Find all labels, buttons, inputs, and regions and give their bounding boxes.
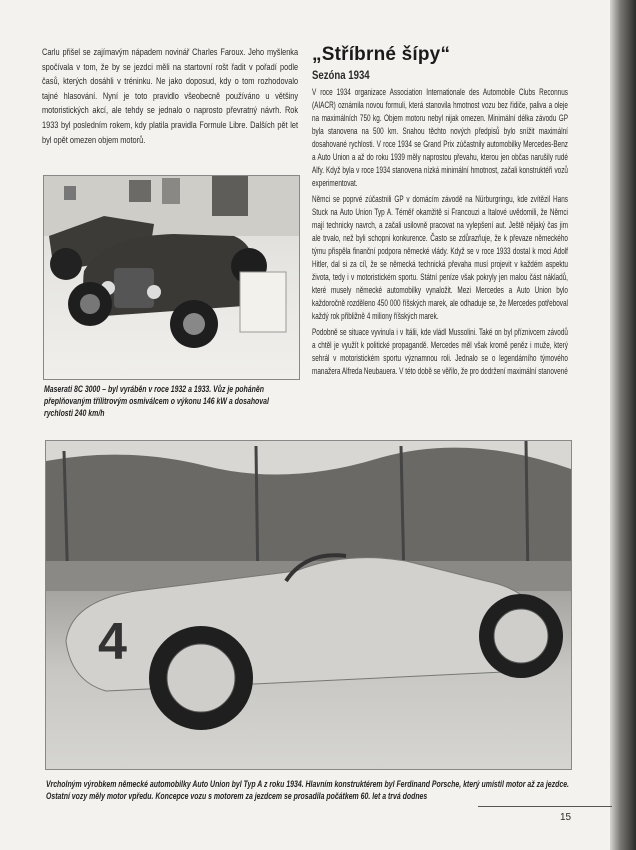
race-number: 4 [98,613,127,671]
paragraph: Podobně se situace vyvinula i v Itálii, kde vládl Mussolini. Také on byl příznivcem závodů a chtěl je využít k politické propagandě. Mercedes měl však kromě peněz i muže, který sehrál v motoristickém sportu významnou roli. Jednalo se o legendárního týmového manažera Alfreda Neubauera. V této době se věřilo, že pro dodržení maximální stanovené [312,327,568,376]
left-text-column [42,46,298,152]
right-text-column [312,86,568,381]
photo-caption-maserati: Maserati 8C 3000 – byl vyráběn v roce 1932 a 1933. Vůz je poháněn přeplňovaným třílitrovým osmiválcem o výkonu 146 kW a dosahoval rychlosti 240 km/h [44,384,269,418]
page-number: 15 [560,812,572,823]
section-title: „Stříbrné šípy“ [312,44,451,65]
paragraph: Carlu přišel se zajímavým nápadem novinář Charles Faroux. Jeho myšlenka spočívala v tom, že by se jezdci měli na startovní rošt řadit v pořadí podle časů, kterých dosáhli v tréninku. Ne jako doposud, kdy o tom rozhodovalo tajné hlasování. Nyní je toto pravidlo všeobecně používáno u většiny motoristických akcí, ale tehdy se jednalo o naprosto převratný návrh. Rok 1933 byl posledním rokem, kdy platila pravidla Formule Libre. Dalších pět let byl opět omezen objem motorů. [42,47,299,146]
maserati-car-illustration [44,176,299,379]
page-number-rule [478,806,612,807]
paragraph: V roce 1934 organizace Association Internationale des Automobile Clubs Reconnus (AIACR) oznámila novou formuli, která stanovila hmotnost vozu bez řidiče, paliva a oleje na maximálních 750 kg. Objem motoru nebyl nijak omezen. Minimální délka závodu GP byla stanovena na 500 km. Snahou těchto nových předpisů bylo snížit maximální dosahované rychlosti. V roce 1934 se Grand Prix zúčastnily automobilky Mercedes-Benz a Auto Union a až do roku 1939 měly naprostou převahu, kterou jen občas narušily rudé Alfy. Když byla v roce 1934 stanovena nízká minimální hmotnost, začali konstruktéři vozů experimentovat. [312,87,568,188]
book-binding-shadow [610,0,636,850]
paragraph: Němci se poprvé zúčastnili GP v domácím závodě na Nürburgringu, kde zvítězil Hans Stuck na Auto Union Typ A. Téměř okamžitě si Francouzi a Italové uvědomili, že Němci mají technicky navrch, a začali usilovně pracovat na vylepšení aut. Ještě nějaký čas jim ale trvalo, než byli schopni konkurence. Často se zdůrazňuje, že k převaze německého týmu přispěla finanční podpora německé vlády. Když se v roce 1933 dostal k moci Adolf Hitler, dal si za cíl, že se německá technická převaha musí projevit v každém aspektu života, tedy i v motoristickém sportu. Státní peníze však pokryly jen malou část nákladů, které musely německé automobilky vynaložit. Mezi Mercedes a Auto Union bylo každoročně rozděleno 450 000 říšských marek, ale odhaduje se, že Mercedes potřeboval každý rok přibližně 4 miliony říšských marek. [312,194,568,321]
photo-auto-union-typ-a [45,440,572,770]
photo-maserati-8c-3000 [43,175,300,380]
auto-union-car-illustration [46,441,571,769]
photo-caption-auto-union: Vrcholným výrobkem německé automobilky Auto Union byl Typ A z roku 1934. Hlavním konstruktérem byl Ferdinand Porsche, který umístil motor až za jezdce. Ostatní vozy měly motor vpředu. Koncepce vozu s motorem za jezdcem se prosadila počátkem 60. let a trvá dodnes [46,779,569,801]
section-subtitle: Sezóna 1934 [312,68,370,82]
